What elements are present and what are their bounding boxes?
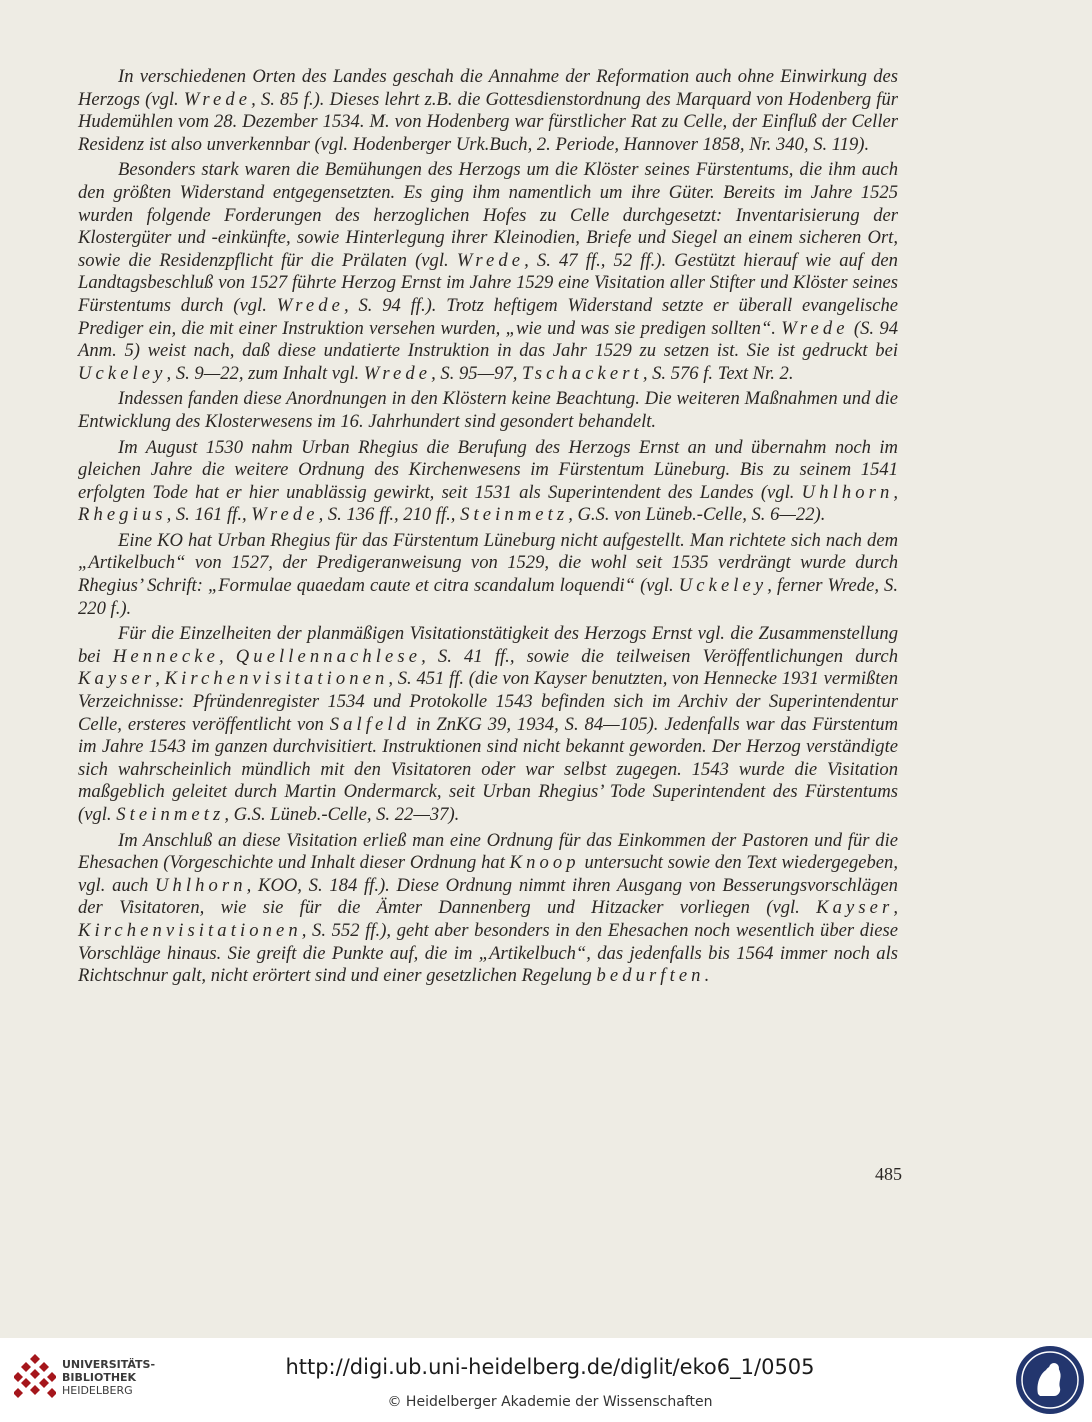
text-run: , S. 161 ff., (166, 504, 252, 526)
copyright-text: © Heidelberger Akademie der Wissenschaften (387, 1394, 713, 1410)
spaced-name: Wrede (251, 504, 319, 526)
text-run: , (893, 897, 898, 919)
logo-text (62, 1358, 155, 1397)
spaced-name: Wrede (276, 294, 344, 316)
text-run: . (704, 965, 710, 987)
text-run: , S. 451 ff. (die von Kayser benutzten, von Hennecke 1931 vermißten Verzeichnisse: Pfründenregister 1534 und Protokolle 1543 befinden sich im Archiv der Superintendentur Celle, ersteres veröffentlicht von (78, 668, 898, 735)
text-run: , (893, 481, 898, 503)
text-run: Im Anschluß an diese Visitation erließ man eine Ordnung für das Einkommen der Pastoren und für die Ehesachen (Vorgeschichte und Inhalt dieser Ordnung hat (78, 829, 898, 874)
spaced-name: Steinmetz (116, 804, 225, 825)
text-run: (S. 94 Anm. 5) weist nach, daß diese undatierte Instruktion in das Jahr 1529 zu setzen ist. Sie ist gedruckt bei (78, 317, 898, 362)
text-run: , S. 95—97, (431, 362, 523, 384)
text-run: untersucht sowie den Text wiedergegeben, vgl. auch (78, 852, 898, 896)
text-run: , S. 85 f.). Dieses lehrt z.B. die Gottesdienstordnung des Marquard von Hodenberg für Hudemühlen vom 28. Dezember 1534. M. von Hodenberg war fürstlicher Rat zu Celle, der Einfluß der Celler Residenz ist also unverkennbar (vgl. Hodenberger Urk.Buch, 2. Periode, Hannover 1858, Nr. 340, S. 119). (78, 88, 898, 155)
academy-seal-icon (1014, 1344, 1086, 1416)
spaced-name: Kirchenvisitationen (78, 919, 302, 941)
spaced-name: Kayser (816, 897, 894, 919)
spaced-name: Wrede (456, 249, 525, 271)
text-run: Eine KO hat Urban Rhegius für das Fürstentum Lüneburg nicht aufgestellt. Man richtete sich nach dem „Artikelbuch“ von 1527, der Predigeranweisung von 1529, die wohl seit 1535 verdrängt wurde durch Rhegius’ Schrift: „Formulae quaedam caute et citra scandalum loquendi“ (vgl. (78, 529, 898, 597)
text-run: Im August 1530 nahm Urban Rhegius die Berufung des Herzogs Ernst an und übernahm noch im gleichen Jahre die weitere Ordnung des Kirchenwesens im Fürstentum Lüneburg. Bis zu seinem 1541 erfolgten Tode hat er hier unablässig gewirkt, seit 1531 als Superintendent des Landes (vgl. (78, 436, 898, 503)
text-run: in ZnKG 39, 1934, S. 84—105). Jedenfalls war das Fürstentum im Jahre 1543 im ganzen durchvisitiert. Instruktionen sind nicht bekannt geworden. Der Herzog verständigte sich wahrscheinlich mündlich mit den Visitatoren oder war selbst zugegen. 1543 wurde die Visitation maßgeblich geleitet durch Martin Ondermarck, seit Urban Rhegius’ Tode Superintendent des Fürstentums (vgl. (78, 713, 898, 825)
page-number: 485 (875, 1164, 902, 1184)
paragraph (78, 437, 898, 527)
paragraph (78, 623, 898, 826)
paragraph (78, 66, 898, 156)
spaced-name: Wrede (363, 362, 432, 384)
text-run: , S. 41 ff., sowie die teilweisen Veröffentlichungen durch (421, 645, 898, 667)
paragraph (78, 159, 898, 385)
paragraph (78, 388, 898, 433)
university-library-logo-icon (14, 1354, 56, 1402)
spaced-name: Rhegius (78, 504, 167, 526)
spaced-name: Uhlhorn (801, 481, 894, 503)
spaced-name: Quellennachlese (235, 645, 422, 667)
spaced-name: Tschackert (522, 362, 643, 384)
text-run: Für die Einzelheiten der planmäßigen Visitationstätigkeit des Herzogs Ernst vgl. die Zusammenstellung bei (78, 623, 898, 667)
logo-line: HEIDELBERG (62, 1384, 133, 1397)
logo-line: UNIVERSITÄTS- (62, 1358, 156, 1371)
spaced-name: Kirchenvisitationen (164, 668, 389, 690)
spaced-name: Uckeley (678, 575, 768, 597)
text-run: Besonders stark waren die Bemühungen des Herzogs um die Klöster seines Fürstentums, die ihm auch den größten Widerstand entgegensetzten. Es ging ihm namentlich um ihre Güter. Bereits im Jahre 1525 wurden folgende Forderungen des herzoglichen Hofes zu Celle durchgesetzt: Inventarisierung der Klostergüter und -einkünfte, sowie Hinterlegung ihrer Kleinodien, Briefe und Siegel an einem sicheren Ort, sowie die Residenzpflicht für die Prälaten (vgl. (78, 159, 898, 271)
logo-line: BIBLIOTHEK (62, 1371, 137, 1384)
text-run: , G.S. Lüneb.-Celle, S. 22—37). (224, 804, 460, 825)
text-run: , S. 94 ff.). Trotz heftigem Widerstand setzte er überall evangelische Prediger ein, die mit einer Instruktion versehen wurden, „wie und was sie predigen sollten“. (78, 294, 898, 339)
text-run: , ferner Wrede, S. 220 f.). (78, 575, 898, 619)
source-url-link[interactable]: http://digi.ub.uni-heidelberg.de/diglit/eko6_1/0505 (285, 1355, 815, 1379)
spaced-name: Steinmetz (460, 504, 569, 526)
spaced-name: Wrede (781, 317, 849, 339)
text-run: , KOO, S. 184 ff.). Diese Ordnung nimmt ihren Ausgang von Besserungsvorschlägen der Visitatoren, wie sie für die Ämter Dannenberg und Hitzacker vorliegen (vgl. (78, 874, 898, 919)
spaced-name: Wrede (183, 88, 252, 110)
text-run: , G.S. von Lüneb.-Celle, S. 6—22). (568, 504, 826, 526)
text-run: , (155, 668, 165, 690)
spaced-name: Uckeley (78, 362, 167, 384)
text-run: In verschiedenen Orten des Landes geschah die Annahme der Reformation auch ohne Einwirkung des Herzogs (vgl. (78, 66, 898, 110)
spaced-name: Knoop (509, 852, 580, 874)
text-run: Indessen fanden diese Anordnungen in den Klöstern keine Beachtung. Die weiteren Maßnahmen und die Entwicklung des Klosterwesens im 16. Jahrhundert sind gesondert behandelt. (78, 388, 898, 432)
text-run: , S. 9—22, zum Inhalt vgl. (166, 362, 364, 384)
footer (0, 1338, 1092, 1422)
spaced-name: bedurften (596, 965, 705, 987)
text-run: , S. 576 f. Text Nr. 2. (642, 362, 794, 384)
text-run: , (218, 645, 236, 667)
paragraph (78, 530, 898, 620)
spaced-name: Salfeld (329, 713, 411, 735)
text-run: , S. 47 ff., 52 ff.). Gestützt hierauf wie auf den Landtagsbeschluß von 1527 führte Herzog Ernst im Jahre 1529 eine Visitation aller Stifter und Klöster seines Fürstentums durch (vgl. (78, 249, 898, 316)
body-text (78, 66, 898, 991)
paragraph (78, 830, 898, 988)
spaced-name: Kayser (78, 668, 156, 690)
spaced-name: Hennecke (112, 645, 219, 667)
text-run: , S. 552 ff.), geht aber besonders in den Ehesachen noch wesentlich über diese Vorschläge hinaus. Sie greift die Punkte auf, die im „Artikelbuch“, das jedenfalls bis 1564 immer noch als Richtschnur galt, nicht erörtert sind und einer gesetzlichen Regelung (78, 919, 898, 987)
spaced-name: Uhlhorn (154, 874, 247, 896)
text-run: , S. 136 ff., 210 ff., (318, 504, 461, 526)
